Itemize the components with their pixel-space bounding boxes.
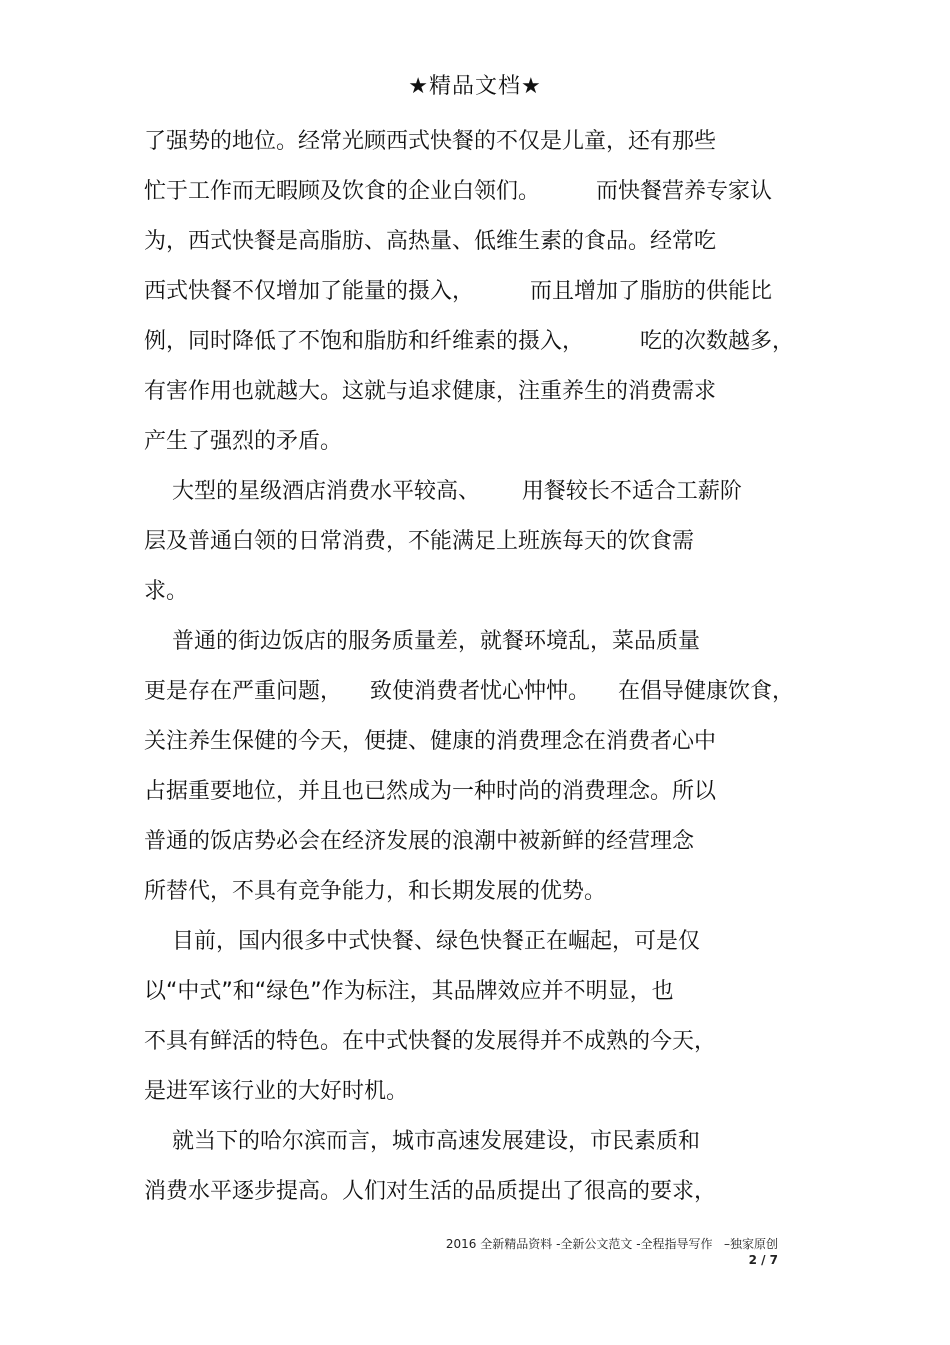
text-line: 更是存在严重问题， 致使消费者忧心忡忡。 在倡导健康饮食， [144,679,794,704]
text-line: 所替代，不具有竞争能力，和长期发展的优势。 [144,879,607,904]
text-line: 忙于工作而无暇顾及饮食的企业白领们。 而快餐营养专家认 [144,179,772,204]
text-line: 有害作用也就越大。这就与追求健康，注重养生的消费需求 [144,379,717,404]
text-line: 为，西式快餐是高脂肪、高热量、低维生素的食品。经常吃 [144,229,717,254]
text-line: 例，同时降低了不饱和脂肪和纤维素的摄入， 吃的次数越多， [144,329,794,354]
text-line: 层及普通白领的日常消费，不能满足上班族每天的饮食需 [144,529,695,554]
text-line: 占据重要地位，并且也已然成为一种时尚的消费理念。所以 [144,779,717,804]
text-line: 是进军该行业的大好时机。 [144,1079,409,1104]
text-line: 目前，国内很多中式快餐、绿色快餐正在崛起，可是仅 [144,929,700,954]
text-line: 关注养生保健的今天，便捷、健康的消费理念在消费者心中 [144,729,717,754]
text-line: 不具有鲜活的特色。在中式快餐的发展得并不成熟的今天， [144,1029,717,1054]
text-line: 就当下的哈尔滨而言，城市高速发展建设，市民素质和 [144,1129,700,1154]
document-header: ★精品文档★ [408,74,542,99]
footer-text: 2016 全新精品资料 -全新公文范文 -全程指导写作 –独家原创 [445,1237,778,1251]
page-number: 2 / 7 [748,1253,778,1267]
text-line: 西式快餐不仅增加了能量的摄入， 而且增加了脂肪的供能比 [144,279,772,304]
text-line: 大型的星级酒店消费水平较高、 用餐较长不适合工薪阶 [144,479,742,504]
text-line: 求。 [144,579,189,604]
text-line: 普通的饭店势必会在经济发展的浪潮中被新鲜的经营理念 [144,829,695,854]
text-line: 产生了强烈的矛盾。 [144,429,343,454]
text-line: 消费水平逐步提高。人们对生活的品质提出了很高的要求， [144,1179,717,1204]
text-line: 以“中式”和“绿色”作为标注，其品牌效应并不明显，也 [144,979,674,1004]
text-line: 普通的街边饭店的服务质量差，就餐环境乱，菜品质量 [144,629,700,654]
text-line: 了强势的地位。经常光顾西式快餐的不仅是儿童，还有那些 [144,129,717,154]
